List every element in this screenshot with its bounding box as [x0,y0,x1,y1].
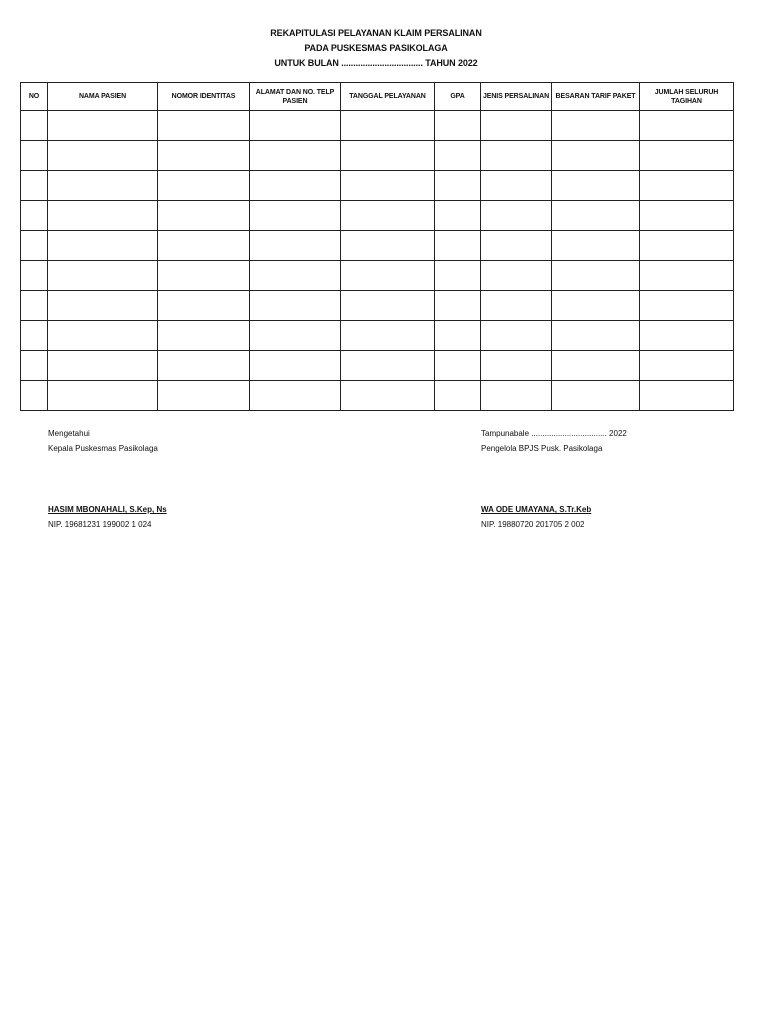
table-row [21,141,734,171]
table-cell [481,381,552,411]
table-row [21,111,734,141]
table-cell [21,201,48,231]
table-cell [250,111,341,141]
table-cell [250,321,341,351]
table-cell [435,351,481,381]
table-cell [341,261,435,291]
table-row [21,261,734,291]
table-cell [640,231,734,261]
table-cell [435,201,481,231]
table-cell [435,261,481,291]
table-cell [481,351,552,381]
table-cell [640,141,734,171]
table-cell [48,201,158,231]
table-cell [21,381,48,411]
col-header-besaran-tarif: BESARAN TARIF PAKET [552,83,640,111]
table-cell [640,321,734,351]
table-cell [48,231,158,261]
title-line-1: REKAPITULASI PELAYANAN KLAIM PERSALINAN [270,28,482,38]
table-cell [158,201,250,231]
table-cell [640,111,734,141]
table-cell [250,351,341,381]
table-cell [21,321,48,351]
table-cell [250,291,341,321]
table-row [21,351,734,381]
table-row [21,381,734,411]
table-cell [250,171,341,201]
title-line-3: UNTUK BULAN .................................. TAHUN 2022 [274,58,478,68]
left-sig-role: Kepala Puskesmas Pasikolaga [48,444,158,453]
col-header-nomor-identitas: NOMOR IDENTITAS [158,83,250,111]
table-cell [552,201,640,231]
table-cell [552,261,640,291]
table-cell [21,291,48,321]
col-header-jenis-persalinan: JENIS PERSALINAN [481,83,552,111]
table-cell [21,111,48,141]
right-sig-role: Pengelola BPJS Pusk. Pasikolaga [481,444,603,453]
table-cell [250,231,341,261]
table-cell [158,171,250,201]
table-cell [341,111,435,141]
table-cell [435,111,481,141]
table-cell [640,261,734,291]
table-cell [21,141,48,171]
table-cell [640,351,734,381]
col-header-nama-pasien: NAMA PASIEN [48,83,158,111]
table-cell [250,381,341,411]
table-cell [341,321,435,351]
table-cell [158,351,250,381]
table-cell [481,141,552,171]
table-cell [640,201,734,231]
table-cell [21,231,48,261]
recap-table [20,82,734,411]
table-cell [552,111,640,141]
table-cell [250,141,341,171]
table-cell [341,351,435,381]
table-cell [435,381,481,411]
table-cell [158,381,250,411]
table-cell [341,231,435,261]
table-cell [250,261,341,291]
table-row [21,201,734,231]
table-cell [158,321,250,351]
table-cell [552,171,640,201]
table-cell [481,201,552,231]
table-cell [250,201,341,231]
table-cell [481,291,552,321]
table-cell [341,171,435,201]
table-cell [481,321,552,351]
table-cell [48,321,158,351]
table-row [21,231,734,261]
col-header-alamat: ALAMAT DAN NO. TELP PASIEN [250,83,341,111]
table-cell [481,261,552,291]
table-cell [435,231,481,261]
table-cell [552,141,640,171]
table-cell [640,291,734,321]
table-cell [48,381,158,411]
table-row [21,321,734,351]
table-cell [552,351,640,381]
table-cell [640,381,734,411]
table-cell [435,171,481,201]
table-cell [158,261,250,291]
table-cell [48,291,158,321]
table-cell [640,171,734,201]
table-cell [48,351,158,381]
table-cell [48,261,158,291]
table-cell [481,171,552,201]
table-cell [48,171,158,201]
right-sig-name: WA ODE UMAYANA, S.Tr.Keb [481,505,592,514]
table-cell [158,111,250,141]
col-header-tanggal-pelayanan: TANGGAL PELAYANAN [341,83,435,111]
table-cell [552,381,640,411]
table-cell [341,291,435,321]
table-cell [158,141,250,171]
table-cell [481,111,552,141]
table-row [21,291,734,321]
table-cell [481,231,552,261]
document-title [0,26,752,71]
col-header-gpa: GPA [435,83,481,111]
table-row [21,171,734,201]
left-sig-name: HASIM MBONAHALI, S.Kep, Ns [48,505,167,514]
col-header-jumlah-tagihan: JUMLAH SELURUH TAGIHAN [640,83,734,111]
table-cell [552,231,640,261]
table-cell [341,141,435,171]
table-body [21,111,734,411]
right-sig-place-date: Tampunabale .................................. 2022 [481,429,627,438]
table-cell [341,201,435,231]
right-sig-nip: NIP. 19880720 201705 2 002 [481,520,585,529]
table-cell [341,381,435,411]
table-cell [48,111,158,141]
table-cell [552,321,640,351]
table-cell [48,141,158,171]
table-cell [435,291,481,321]
table-cell [21,261,48,291]
col-header-no: NO [21,83,48,111]
title-line-2: PADA PUSKESMAS PASIKOLAGA [304,43,448,53]
table-cell [435,141,481,171]
left-sig-nip: NIP. 19681231 199002 1 024 [48,520,152,529]
table-cell [158,231,250,261]
left-sig-label: Mengetahui [48,429,90,438]
table-cell [21,171,48,201]
table-cell [158,291,250,321]
table-header-row [21,83,734,111]
table-cell [435,321,481,351]
table-cell [552,291,640,321]
table-cell [21,351,48,381]
